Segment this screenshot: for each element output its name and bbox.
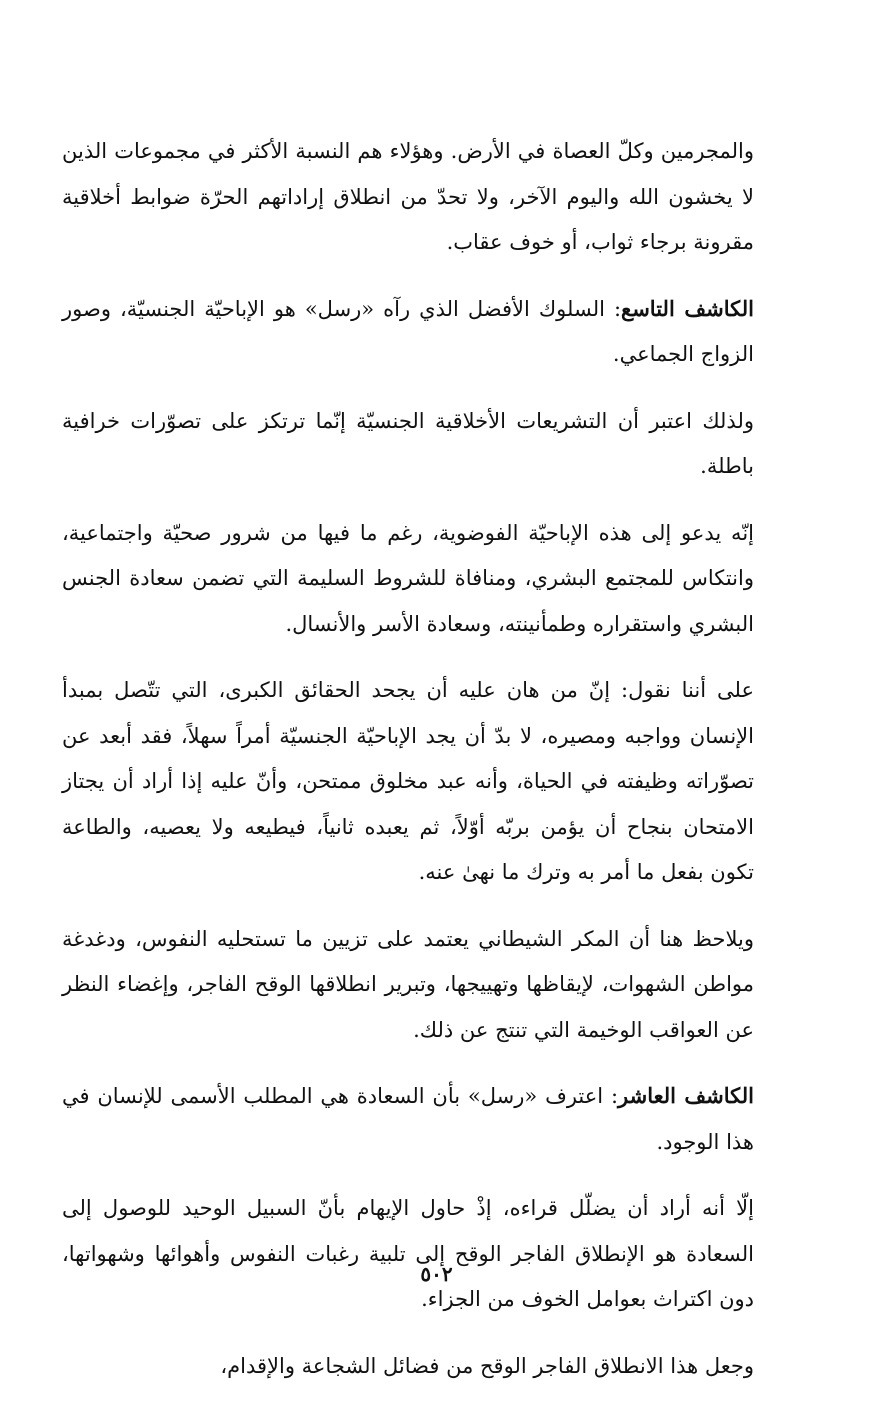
paragraph-6: [62, 916, 754, 1054]
paragraph-text: على أننا نقول: إنّ من هان عليه أن يجحد الحقائق الكبرى، التي تتّصل بمبدأ الإنسان وواجبه ومصيره، لا بدّ أن يجد الإباحيّة الجنسيّة أمراً سهلاً، فقد أبعد عن تصوّراته وظيفته في الحياة، وأنه عبد مخلوق ممتحن، وأنّ عليه إذا أراد أن يجتاز الامتحان بنجاح أن يؤمن بربّه أوّلاً، ثم يعبده ثانياً، فيطيعه ولا يعصيه، والطاعة تكون بفعل ما أمر به وترك ما نهىٰ عنه.: [62, 678, 754, 884]
paragraph-text: والمجرمين وكلّ العصاة في الأرض. وهؤلاء هم النسبة الأكثر في مجموعات الذين لا يخشون الله واليوم الآخر، ولا تحدّ من انطلاق إراداتهم الحرّة ضوابط أخلاقية مقرونة برجاء ثواب، أو خوف عقاب.: [62, 139, 754, 254]
page-body: [62, 128, 754, 1409]
paragraph-3: [62, 398, 754, 490]
paragraph-text: ولذلك اعتبر أن التشريعات الأخلاقية الجنسيّة إنّما ترتكز على تصوّرات خرافية باطلة.: [62, 408, 754, 478]
page-number: ٥٠٢: [420, 1262, 453, 1286]
paragraph-text: إنّه يدعو إلى هذه الإباحيّة الفوضوية، رغم ما فيها من شرور صحيّة واجتماعية، وانتكاس للمجتمع البشري، ومنافاة للشروط السليمة التي تضمن سعادة الجنس البشري واستقراره وطمأنينته، وسعادة الأسر والأنسال.: [62, 520, 754, 636]
paragraph-7: [62, 1073, 754, 1165]
paragraph-4: [62, 510, 754, 648]
paragraph-lead: الكاشف التاسع: [621, 295, 754, 321]
paragraph-lead: الكاشف العاشر: [618, 1083, 754, 1108]
paragraph-text: ويلاحظ هنا أن المكر الشيطاني يعتمد على تزيين ما تستحليه النفوس، ودغدغة مواطن الشهوات، لإيقاظها وتهييجها، وتبرير انطلاقها الوقح الفاجر، وإغضاء النظر عن العواقب الوخيمة التي تنتج عن ذلك.: [62, 926, 754, 1042]
paragraph-2: [62, 286, 754, 378]
paragraph-text: إلّا أنه أراد أن يضلّل قراءه، إذْ حاول الإيهام بأنّ السبيل الوحيد للوصول إلى السعادة هو الإنطلاق الفاجر الوقح إلى تلبية رغبات النفوس وأهوائها وشهواتها، دون اكتراث بعوامل الخوف من الجزاء.: [62, 1196, 754, 1311]
paragraph-text: : السلوك الأفضل الذي رآه «رسل» هو الإباحيّة الجنسيّة، وصور الزواج الجماعي.: [62, 296, 754, 366]
paragraph-text: : اعترف «رسل» بأن السعادة هي المطلب الأسمى للإنسان في هذا الوجود.: [62, 1084, 754, 1154]
paragraph-9: [62, 1343, 754, 1390]
paragraph-5: [62, 667, 754, 896]
paragraph-1: [62, 128, 754, 266]
paragraph-8: [62, 1185, 754, 1323]
paragraph-text: وجعل هذا الانطلاق الفاجر الوقح من فضائل الشجاعة والإقدام،: [220, 1353, 754, 1378]
